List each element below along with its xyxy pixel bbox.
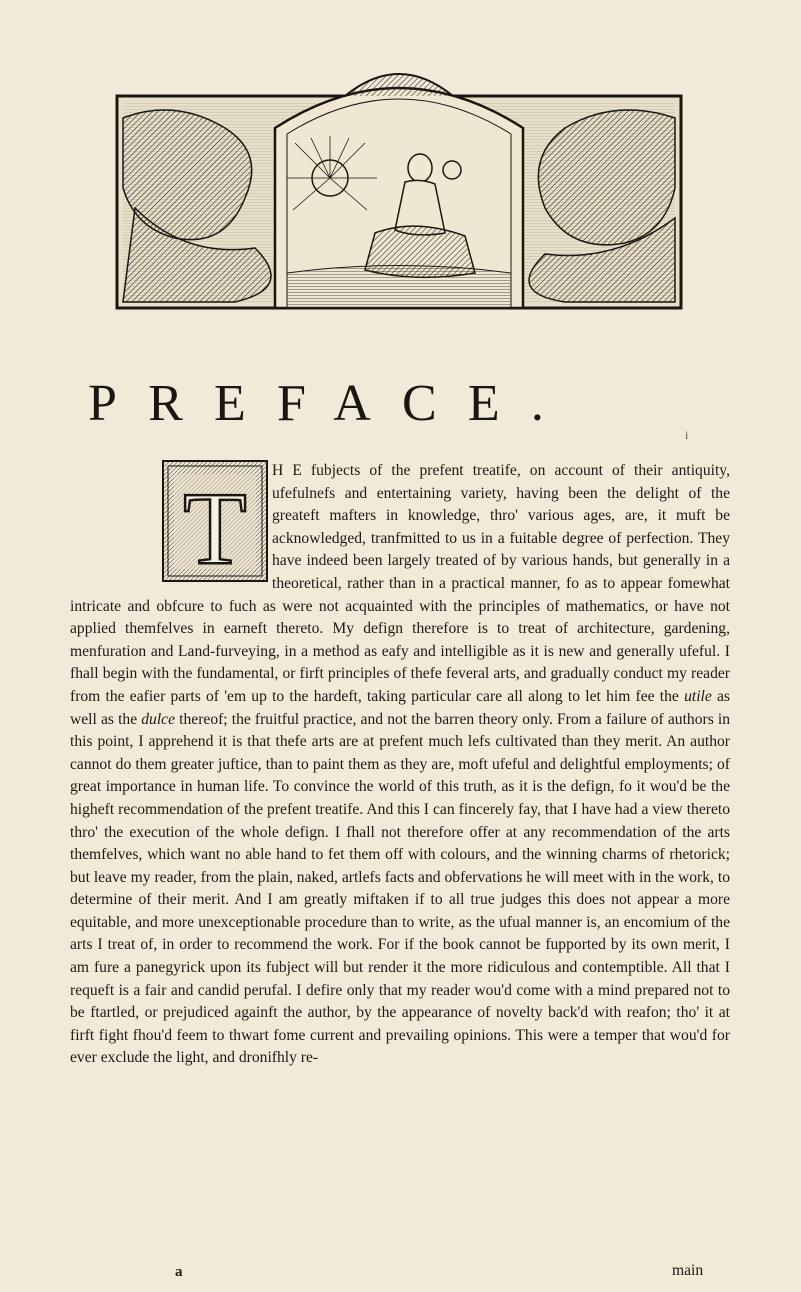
- word-utile: utile: [684, 687, 712, 705]
- paragraph-part-2: as well as the: [70, 687, 730, 728]
- catchword: main: [672, 1262, 704, 1279]
- folio-mark: i: [685, 428, 689, 442]
- paragraph-part-1: H E fubjects of the prefent treatife, on account of their antiquity, ufefulnefs and entertaining variety, having been the delight of the greateft mafters in knowledge, thro' various ages, are, it muft be acknowledged, tranfmitted to us in a fuitable degree of perfection. They have indeed been largely treated of by various hands, but generally in a theoretical, rather than in a practical manner, fo as to appear fomewhat intricate and obfcure to fuch as were not acquainted with the principles of mathematics, or have not applied themfelves in earneft thereto. My defign therefore is to treat of architecture, gardening, menfuration and Land-furveying, in a method as eafy and intelligible as it is new and generally ufeful. I fhall begin with the fundamental, or firft principles of thefe feveral arts, and gradually conduct my reader from the eafier parts of 'em up to the hardeft, taking particular care all along to let him fee the: [70, 462, 730, 705]
- engraved-headpiece: [115, 58, 683, 314]
- signature-mark: a: [175, 1264, 183, 1280]
- preface-paragraph: [70, 460, 730, 1070]
- page-title: PREFACE.: [88, 375, 576, 432]
- word-dulce: dulce: [141, 710, 176, 728]
- paragraph-part-3: thereof; the fruitful practice, and not the barren theory only. From a failure of authors in this point, I apprehend it is that thefe arts are at prefent much lefs cultivated than they merit. An author cannot do them greater juftice, than to paint them as they are, moft ufeful and delightful employments; of great importance in human life. To convince the world of this truth, as it is the defign, fo it wou'd be the higheft recommendation of the prefent treatife. And this I can fincerely fay, that I have had a view thereto thro' the execution of the whole defign. I fhall not therefore offer at any recommendation of the arts themfelves, which want no able hand to fet them off with colours, and the winning charms of rhetorick; but leave my reader, from the plain, naked, artlefs facts and obfervations he will meet with in the work, to determine of their merit. And I am greatly miftaken if to all true judges this does not appear a more equitable, and more unexceptionable procedure than to write, as the ufual manner is, an encomium of the arts I treat of, in order to recommend the work. For if the book cannot be fupported by its own merit, I am fure a panegyrick upon its fubject will but render it the more ridiculous and contemptible. All that I requeft is a fair and candid perufal. I defire only that my reader wou'd come with a mind prepared not to be ftartled, or prejudiced againft the author, by the appearance of novelty back'd with reafon; tho' it at firft fight fhou'd feem to thwart fome current and prevailing opinions. This were a temper that wou'd for ever exclude the light, and dronifhly re-: [70, 710, 731, 1067]
- initial-letter: T: [183, 471, 247, 582]
